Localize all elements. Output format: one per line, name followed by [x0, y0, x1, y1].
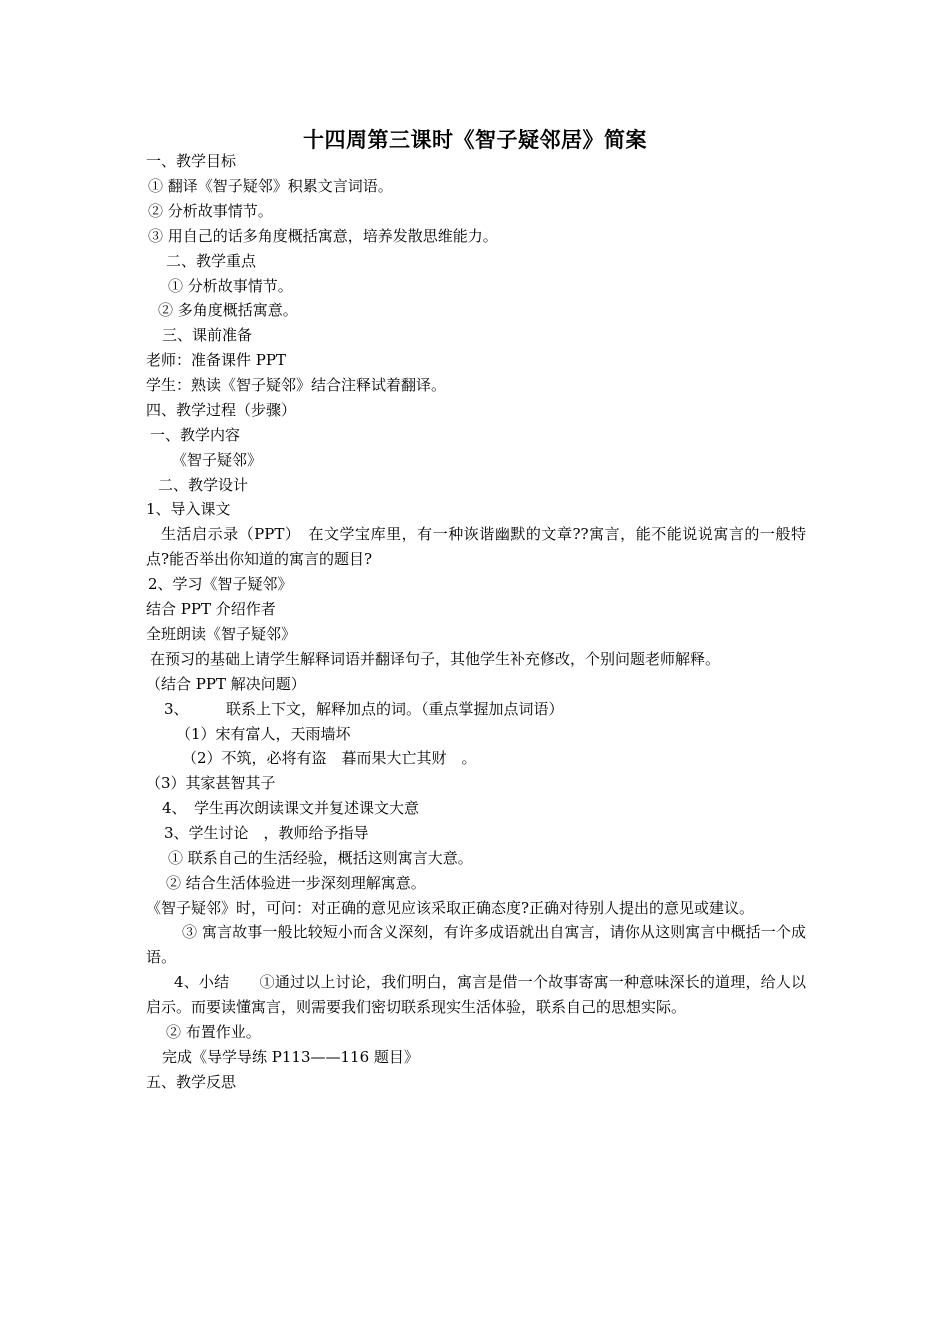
homework-heading: ② 布置作业。 — [166, 1023, 261, 1041]
discussion-item: ① 联系自己的生活经验，概括这则寓言大意。 — [168, 849, 473, 867]
discussion-item: 《智子疑邻》时，可问：对正确的意见应该采取正确态度?正确对待别人提出的意见或建议。 — [146, 899, 755, 917]
step-heading: 3、学生讨论 ，教师给予指导 — [164, 824, 369, 842]
section-heading-preparation: 三、课前准备 — [162, 326, 253, 344]
preparation-student: 学生：熟读《智子疑邻》结合注释试着翻译。 — [146, 376, 447, 394]
step-item: （结合 PPT 解决问题） — [146, 675, 306, 693]
content-text: 《智子疑邻》 — [172, 451, 263, 469]
vocab-item: （3）其家甚智其子 — [146, 774, 276, 792]
preparation-teacher: 老师：准备课件 PPT — [146, 351, 286, 369]
vocab-item: （1）宋有富人，天雨墙坏 — [176, 725, 351, 743]
section-heading-objectives: 一、教学目标 — [146, 152, 237, 170]
key-point-item: ① 分析故事情节。 — [168, 277, 293, 295]
step-heading: 2、学习《智子疑邻》 — [148, 575, 293, 593]
step-item: 在预习的基础上请学生解释词语并翻译句子，其他学生补充修改，个别问题老师解释。 — [150, 650, 721, 668]
section-heading-reflection: 五、教学反思 — [146, 1073, 237, 1091]
homework-item: 完成《导学导练 P113——116 题目》 — [162, 1048, 419, 1066]
objective-item: ② 分析故事情节。 — [148, 202, 273, 220]
subheading-content: 一、教学内容 — [150, 426, 241, 444]
key-point-item: ② 多角度概括寓意。 — [158, 301, 298, 319]
section-heading-key-points: 二、教学重点 — [166, 252, 257, 270]
discussion-paragraph: ③ 寓言故事一般比较短小而含义深刻，有许多成语就出自寓言，请你从这则寓言中概括一个成语。 — [146, 923, 806, 966]
discussion-item: ② 结合生活体验进一步深刻理解寓意。 — [166, 874, 426, 892]
vocab-item: （2）不筑，必将有盗 暮而果大亡其财 。 — [182, 749, 477, 767]
subheading-design: 二、教学设计 — [158, 476, 249, 494]
section-heading-process: 四、教学过程（步骤） — [146, 401, 297, 419]
step-item: 结合 PPT 介绍作者 — [146, 600, 276, 618]
step-heading: 1、导入课文 — [146, 500, 231, 518]
step-heading: 3、 联系上下文，解释加点的词。（重点掌握加点词语） — [164, 700, 564, 718]
summary-paragraph: 4、小结 ①通过以上讨论，我们明白，寓言是借一个故事寄寓一种意味深长的道理，给人以启示。而要读懂寓言，则需要我们密切联系现实生活体验，联系自己的思想实际。 — [146, 973, 806, 1016]
document-title: 十四周第三课时《智子疑邻居》简案 — [303, 127, 647, 152]
step-heading: 4、 学生再次朗读课文并复述课文大意 — [162, 799, 420, 817]
objective-item: ① 翻译《智子疑邻》积累文言词语。 — [148, 177, 393, 195]
step-item: 全班朗读《智子疑邻》 — [146, 625, 297, 643]
objective-item: ③ 用自己的话多角度概括寓意，培养发散思维能力。 — [148, 227, 498, 245]
intro-paragraph: 生活启示录（PPT） 在文学宝库里，有一种诙谐幽默的文章??寓言，能不能说说寓言的一般特点?能否举出你知道的寓言的题目? — [146, 525, 806, 568]
